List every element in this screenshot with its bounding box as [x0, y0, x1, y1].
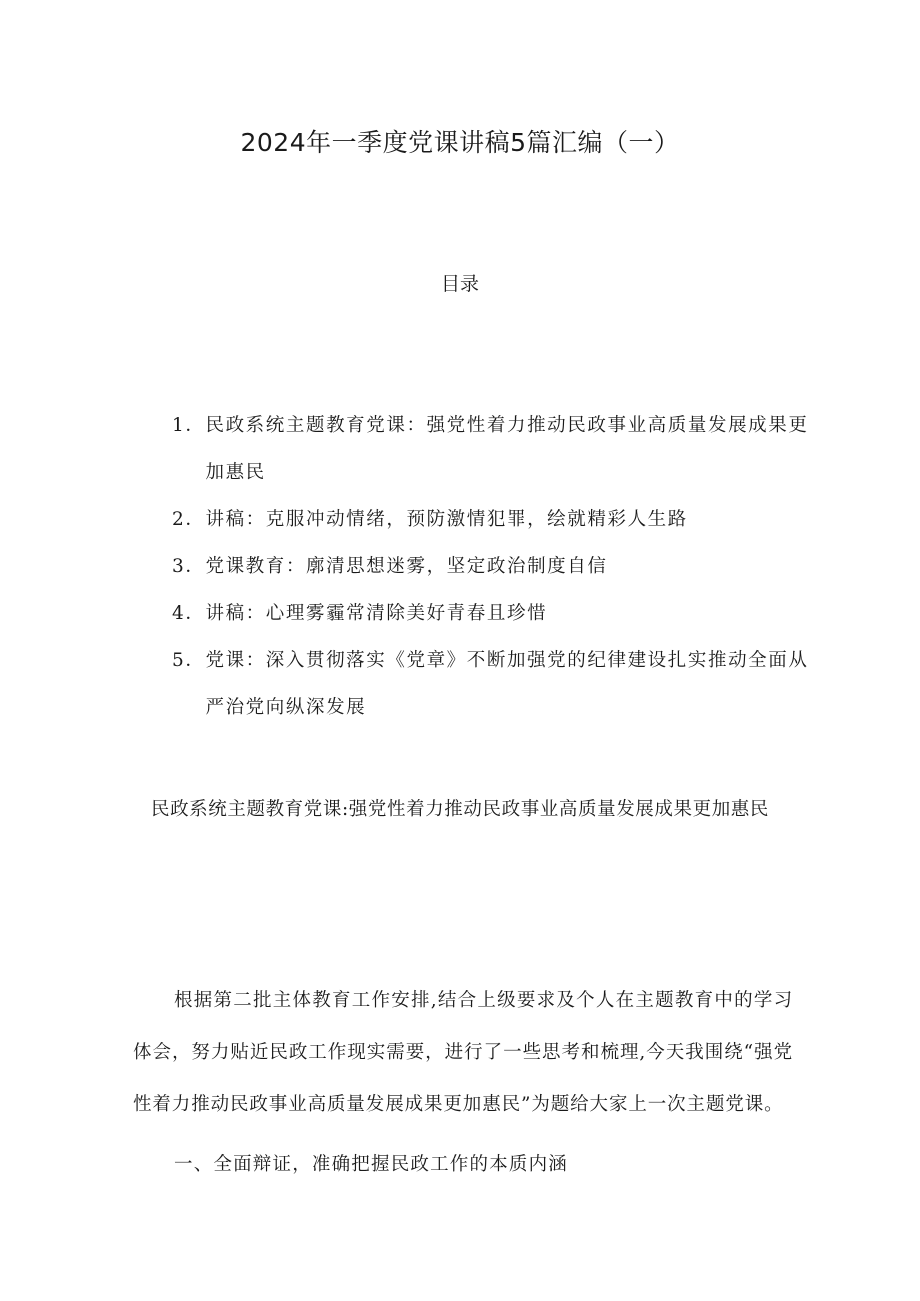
section-subheading: 一、全面辩证，准确把握民政工作的本质内涵	[174, 1154, 569, 1175]
toc-item[interactable]	[172, 496, 812, 543]
table-of-contents	[172, 402, 812, 731]
toc-item-text: 讲稿：克服冲动情绪，预防激情犯罪，绘就精彩人生路	[205, 509, 688, 530]
toc-item-number: 4．	[172, 603, 206, 624]
toc-item-text: 民政系统主题教育党课：强党性着力推动民政事业高质量发展成果更加惠民	[205, 415, 809, 483]
toc-item-text: 讲稿：心理雾霾常清除美好青春且珍惜	[205, 603, 548, 624]
toc-item[interactable]	[172, 543, 812, 590]
toc-item[interactable]	[172, 402, 812, 496]
toc-item-text: 党课：深入贯彻落实《党章》不断加强党的纪律建设扎实推动全面从严治党向纵深发展	[205, 650, 809, 718]
toc-item-text: 党课教育：廓清思想迷雾，坚定政治制度自信	[205, 556, 608, 577]
section-title: 民政系统主题教育党课:强党性着力推动民政事业高质量发展成果更加惠民	[150, 799, 770, 820]
toc-item-number: 2．	[172, 509, 206, 530]
toc-item[interactable]	[172, 637, 812, 731]
toc-item-number: 3．	[172, 556, 206, 577]
body-paragraph: 根据第二批主体教育工作安排,结合上级要求及个人在主题教育中的学习体会，努力贴近民政工作现实需要，进行了一些思考和梳理,今天我围绕“强党性着力推动民政事业高质量发展成果更加惠民”为题给大家上一次主题党课。	[133, 990, 793, 1115]
toc-item-number: 1．	[172, 415, 206, 436]
document-title: 2024年一季度党课讲稿5篇汇编（一）	[240, 128, 680, 157]
toc-item-number: 5．	[172, 650, 206, 671]
toc-heading: 目录	[440, 273, 479, 295]
toc-item[interactable]	[172, 590, 812, 637]
